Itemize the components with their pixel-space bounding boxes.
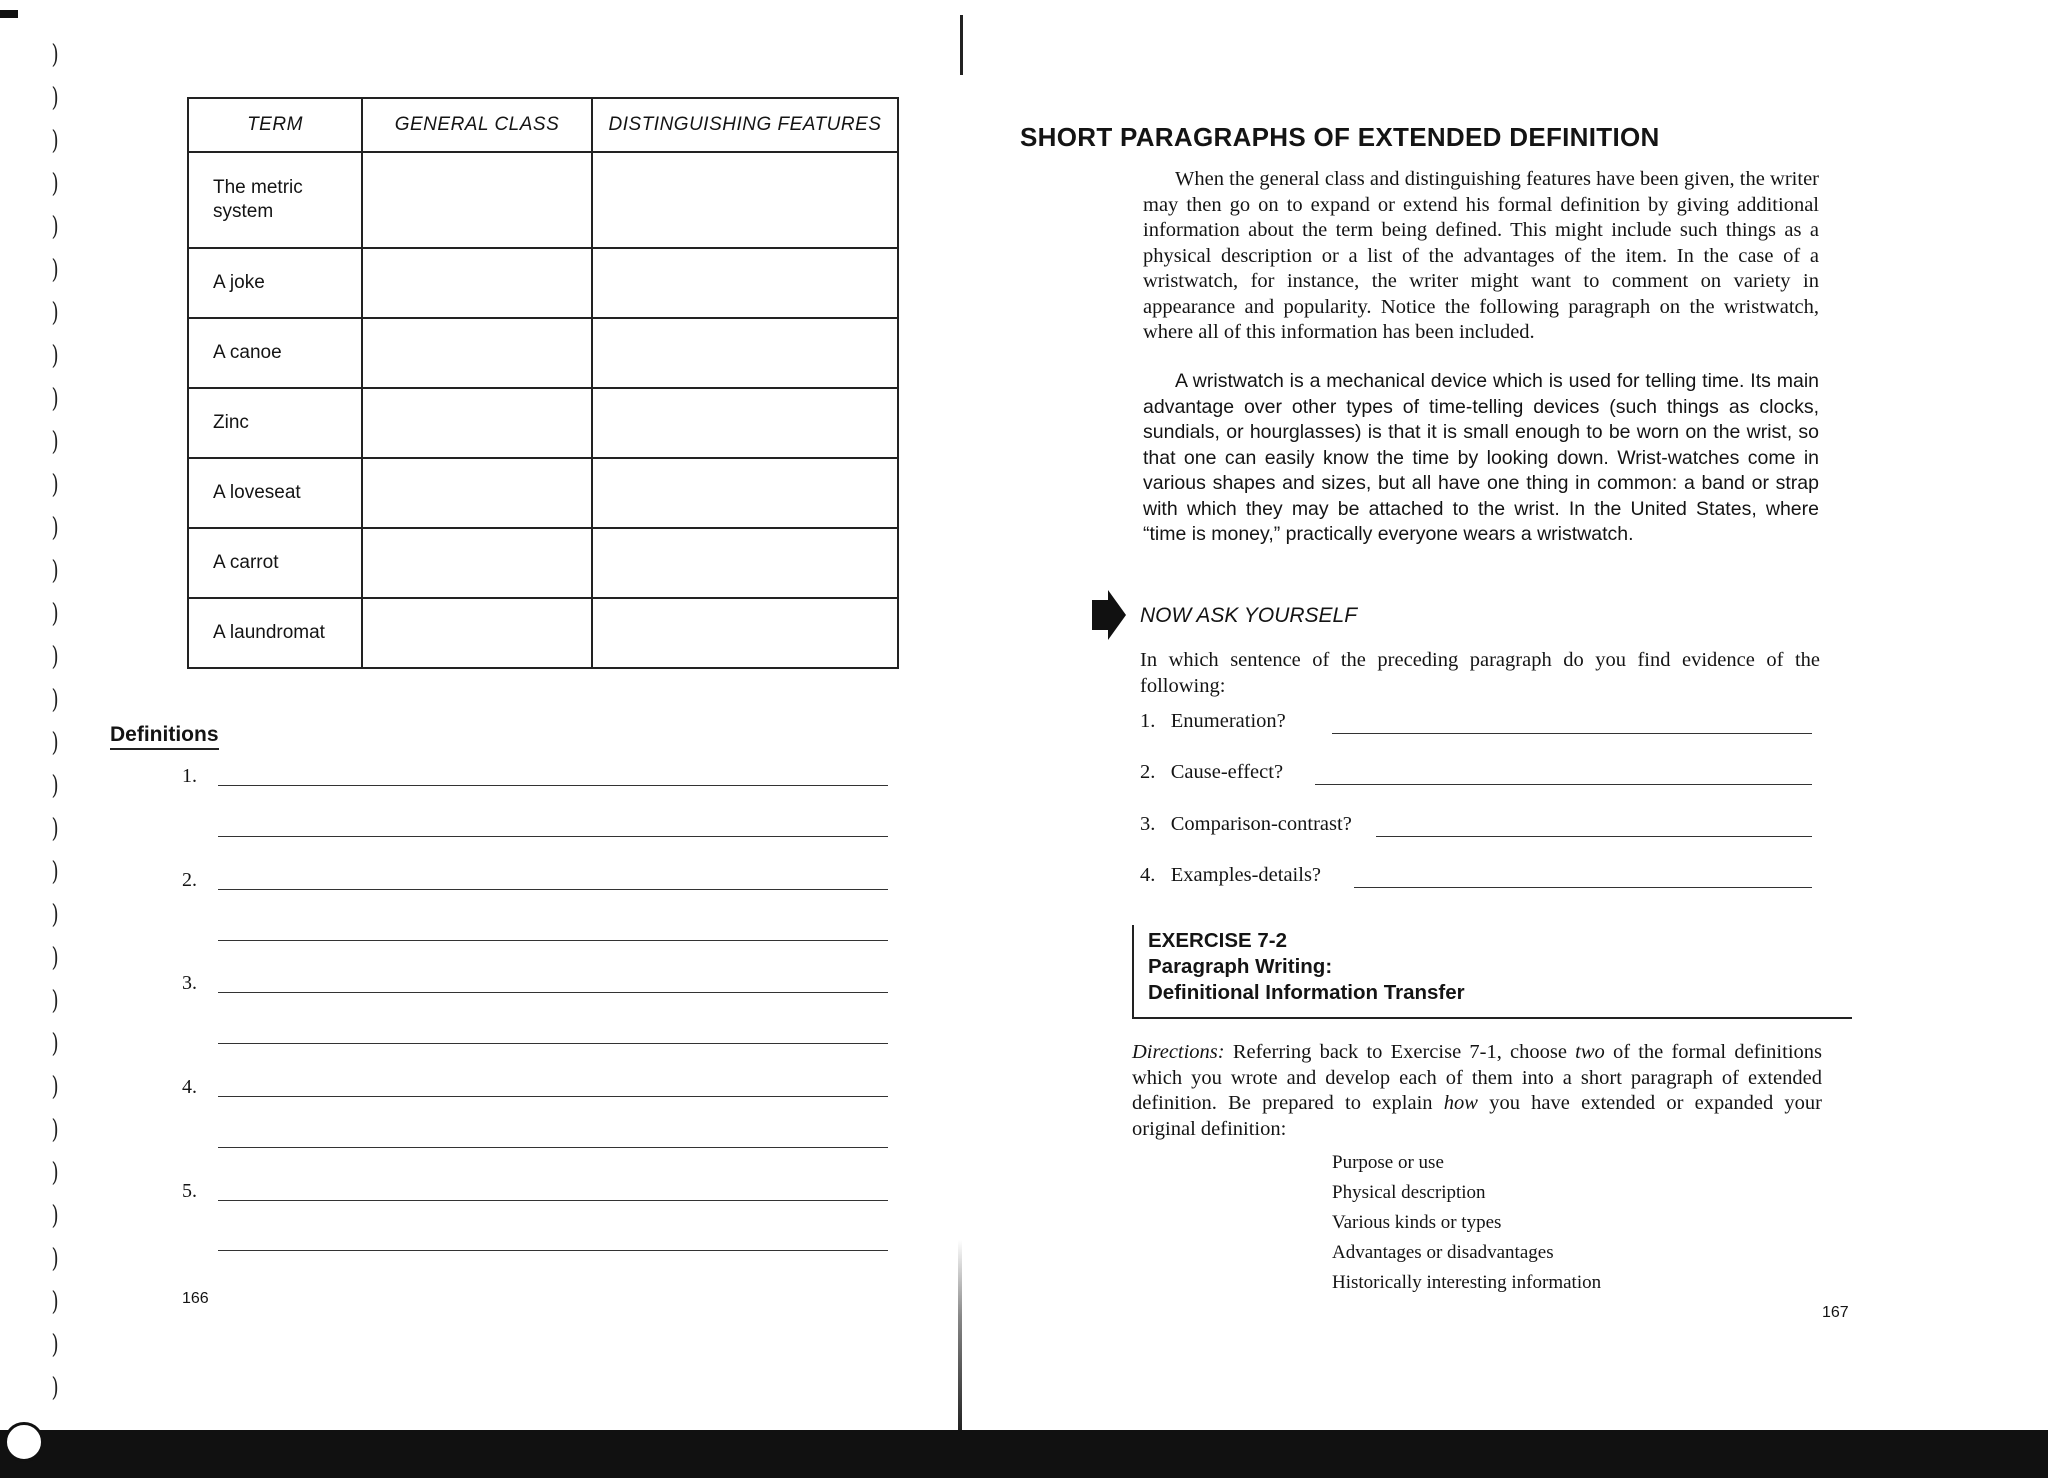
table-row [188,598,898,668]
question-item [1140,864,1321,887]
list-item: Various kinds or types [1332,1212,1502,1233]
exercise-box [1132,925,1852,1019]
question-item [1140,761,1283,784]
question-label: Comparison-contrast? [1170,813,1352,835]
exercise-number: EXERCISE 7-2 [1148,929,1287,952]
answer-line[interactable] [218,1096,888,1097]
answer-line[interactable] [1332,733,1812,734]
general-class-cell[interactable] [362,598,592,668]
example-paragraph: A wristwatch is a mechanical device which is used for telling time. Its main advantage over other types of time-telling devices (such things as clocks, sundials, or hourglasses) is that it is small enough to be worn on the wrist, so that one can easily know the time by looking down. Wrist-watches come in various shapes and sizes, but all have one thing in common: a band or strap with which they may be attached to the wrist. In the United States, where “time is money,” practically everyone wears a wristwatch. [1143,370,1819,545]
features-cell[interactable] [592,528,898,598]
question-label: Cause-effect? [1170,761,1284,783]
features-cell[interactable] [592,152,898,248]
page-number-left: 166 [182,1290,209,1307]
answer-line[interactable] [218,1043,888,1044]
exercise-subtitle: Paragraph Writing: [1148,955,1333,978]
definition-number: 2. [182,869,197,891]
table-row [188,152,898,248]
features-cell[interactable] [592,458,898,528]
question-number: 1. [1140,710,1156,732]
question-item [1140,710,1286,733]
intro-paragraph: When the general class and distinguishing features have been given, the writer may then go on to expand or extend his formal definition by giving additional information about the term being defined. This might include such things as a physical description or a list of the advantages of the item. In the case of a wristwatch, for instance, the writer might want to comment on variety in appearance and popularity. Notice the following paragraph on the wristwatch, where all of this information has been included. [1143,168,1819,343]
term-cell: A joke [188,248,362,318]
term-cell: The metric system [188,152,362,248]
features-cell[interactable] [592,248,898,318]
spiral-binding: ) ) ) ) ) ) ) ) ) ) ) ) ) ) ) ) ) ) ) ) ) ) ) ) ) ) ) ) ) ) ) ) [51,40,59,1403]
term-cell: A canoe [188,318,362,388]
term-cell: A loveseat [188,458,362,528]
page-number-right: 167 [1822,1304,1849,1321]
answer-line[interactable] [218,940,888,941]
directions-label: Directions: [1132,1041,1225,1063]
general-class-cell[interactable] [362,528,592,598]
answer-line[interactable] [218,1200,888,1201]
general-class-cell[interactable] [362,458,592,528]
ask-heading: NOW ASK YOURSELF [1140,604,1358,627]
general-class-cell[interactable] [362,388,592,458]
table-header-row [188,98,898,152]
definition-number: 5. [182,1180,197,1202]
directions-text: Referring back to Exercise 7-1, choose [1224,1041,1576,1063]
features-cell[interactable] [592,388,898,458]
table-row [188,528,898,598]
general-class-cell[interactable] [362,318,592,388]
question-number: 3. [1140,813,1156,835]
list-item: Advantages or disadvantages [1332,1242,1554,1263]
question-item [1140,813,1352,836]
general-class-cell[interactable] [362,248,592,318]
header-distinguishing-features: DISTINGUISHING FEATURES [592,98,898,152]
directions-paragraph [1132,1040,1822,1142]
list-item: Purpose or use [1332,1152,1444,1173]
header-term: TERM [188,98,362,152]
right-page [960,0,2048,1430]
directions-text: you have extended or expanded your original definition: [1132,1092,1822,1140]
terms-table [187,97,899,669]
list-item: Historically interesting information [1332,1272,1602,1293]
directions-emphasis: two [1575,1041,1605,1063]
answer-line[interactable] [218,1250,888,1251]
exercise-topic: Definitional Information Transfer [1148,981,1465,1004]
definitions-heading: Definitions [110,723,219,750]
table-row [188,388,898,458]
definition-number: 3. [182,972,197,994]
features-cell[interactable] [592,598,898,668]
answer-line[interactable] [1315,784,1812,785]
question-label: Enumeration? [1170,710,1286,732]
answer-line[interactable] [1354,887,1812,888]
directions-emphasis: how [1443,1092,1478,1114]
features-cell[interactable] [592,318,898,388]
table-row [188,458,898,528]
section-title: SHORT PARAGRAPHS OF EXTENDED DEFINITION [1020,122,1660,152]
answer-line[interactable] [218,889,888,890]
table-row [188,318,898,388]
left-page [0,0,960,1430]
table-row [188,248,898,318]
term-cell: A laundromat [188,598,362,668]
binding-edge [0,1430,2048,1478]
answer-line[interactable] [218,785,888,786]
answer-line[interactable] [1376,836,1812,837]
term-cell: Zinc [188,388,362,458]
answer-line[interactable] [218,1147,888,1148]
directions-text: of the formal definitions which you wrote and develop each of them into a short paragraph of extended definition. Be prepared to explain [1132,1041,1822,1114]
answer-line[interactable] [218,992,888,993]
list-item: Physical description [1332,1182,1486,1203]
general-class-cell[interactable] [362,152,592,248]
question-label: Examples-details? [1170,864,1322,886]
header-general-class: GENERAL CLASS [362,98,592,152]
question-number: 2. [1140,761,1156,783]
definition-number: 1. [182,765,197,787]
ask-prompt: In which sentence of the preceding paragraph do you find evidence of the following: [1140,649,1820,697]
answer-line[interactable] [218,836,888,837]
definition-number: 4. [182,1076,197,1098]
arrow-right-icon [1092,590,1126,640]
question-number: 4. [1140,864,1156,886]
term-cell: A carrot [188,528,362,598]
extension-options [1332,1148,1601,1298]
